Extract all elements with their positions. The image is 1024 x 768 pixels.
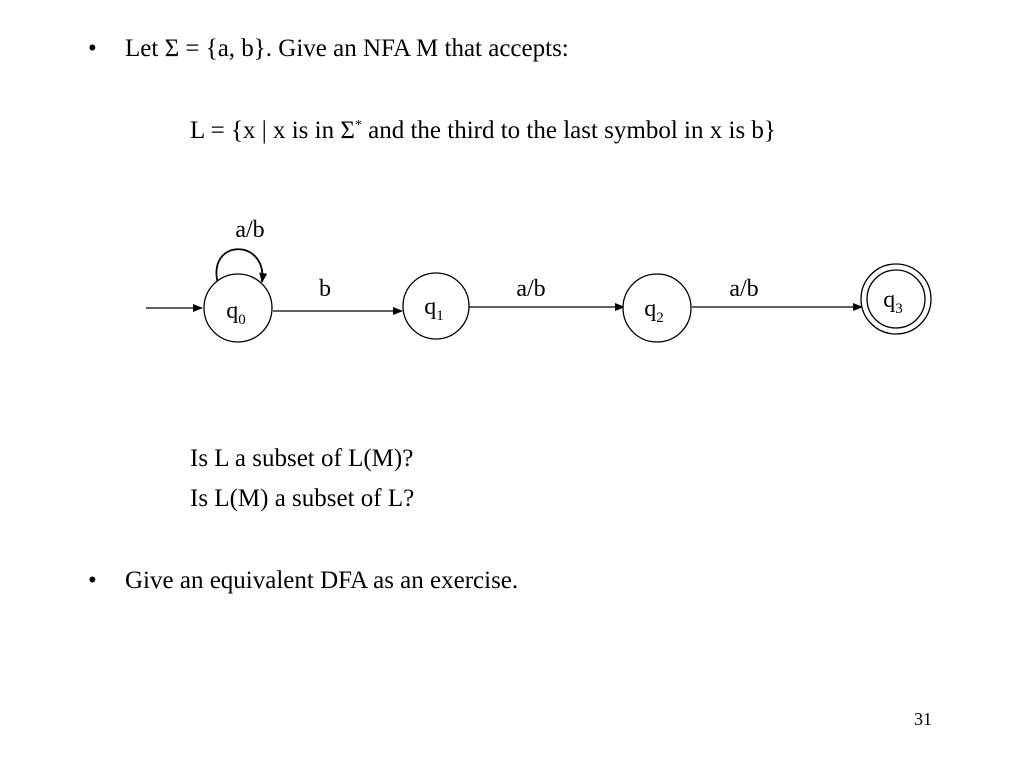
state-q3-label: $q_3$ — [883, 287, 903, 317]
transition-q1-q2-label: a/b — [516, 276, 546, 302]
transition-q0-q1-label: b — [319, 276, 331, 302]
language-definition-end: and the third to the last symbol in x is b} — [361, 117, 776, 144]
state-q2-label: $q_2$ — [644, 296, 664, 326]
state-q2 — [623, 274, 691, 342]
transition-q2-q3-label: a/b — [729, 276, 759, 302]
bullet-point: • — [88, 35, 97, 62]
kleene-star: * — [354, 118, 362, 133]
language-definition-start: L = {x | x is in Σ — [190, 117, 355, 144]
state-q1 — [403, 273, 469, 339]
state-q3 — [861, 264, 931, 334]
page-number: 31 — [914, 709, 932, 729]
bullet-point: • — [88, 567, 97, 594]
question-subset-1: Is L a subset of L(M)? — [190, 445, 414, 472]
question-subset-2: Is L(M) a subset of L? — [190, 485, 415, 512]
state-q1-label: $q_1$ — [424, 294, 444, 324]
exercise-statement: Give an equivalent DFA as an exercise. — [125, 567, 519, 594]
problem-statement: Let Σ = {a, b}. Give an NFA M that accepts: — [125, 35, 569, 62]
state-q2-circle — [623, 274, 691, 342]
state-q0-label: $q_0$ — [226, 298, 246, 328]
state-q0 — [204, 274, 272, 342]
state-q3-inner-circle — [867, 270, 925, 328]
transition-q0-q0-label: a/b — [235, 217, 265, 243]
